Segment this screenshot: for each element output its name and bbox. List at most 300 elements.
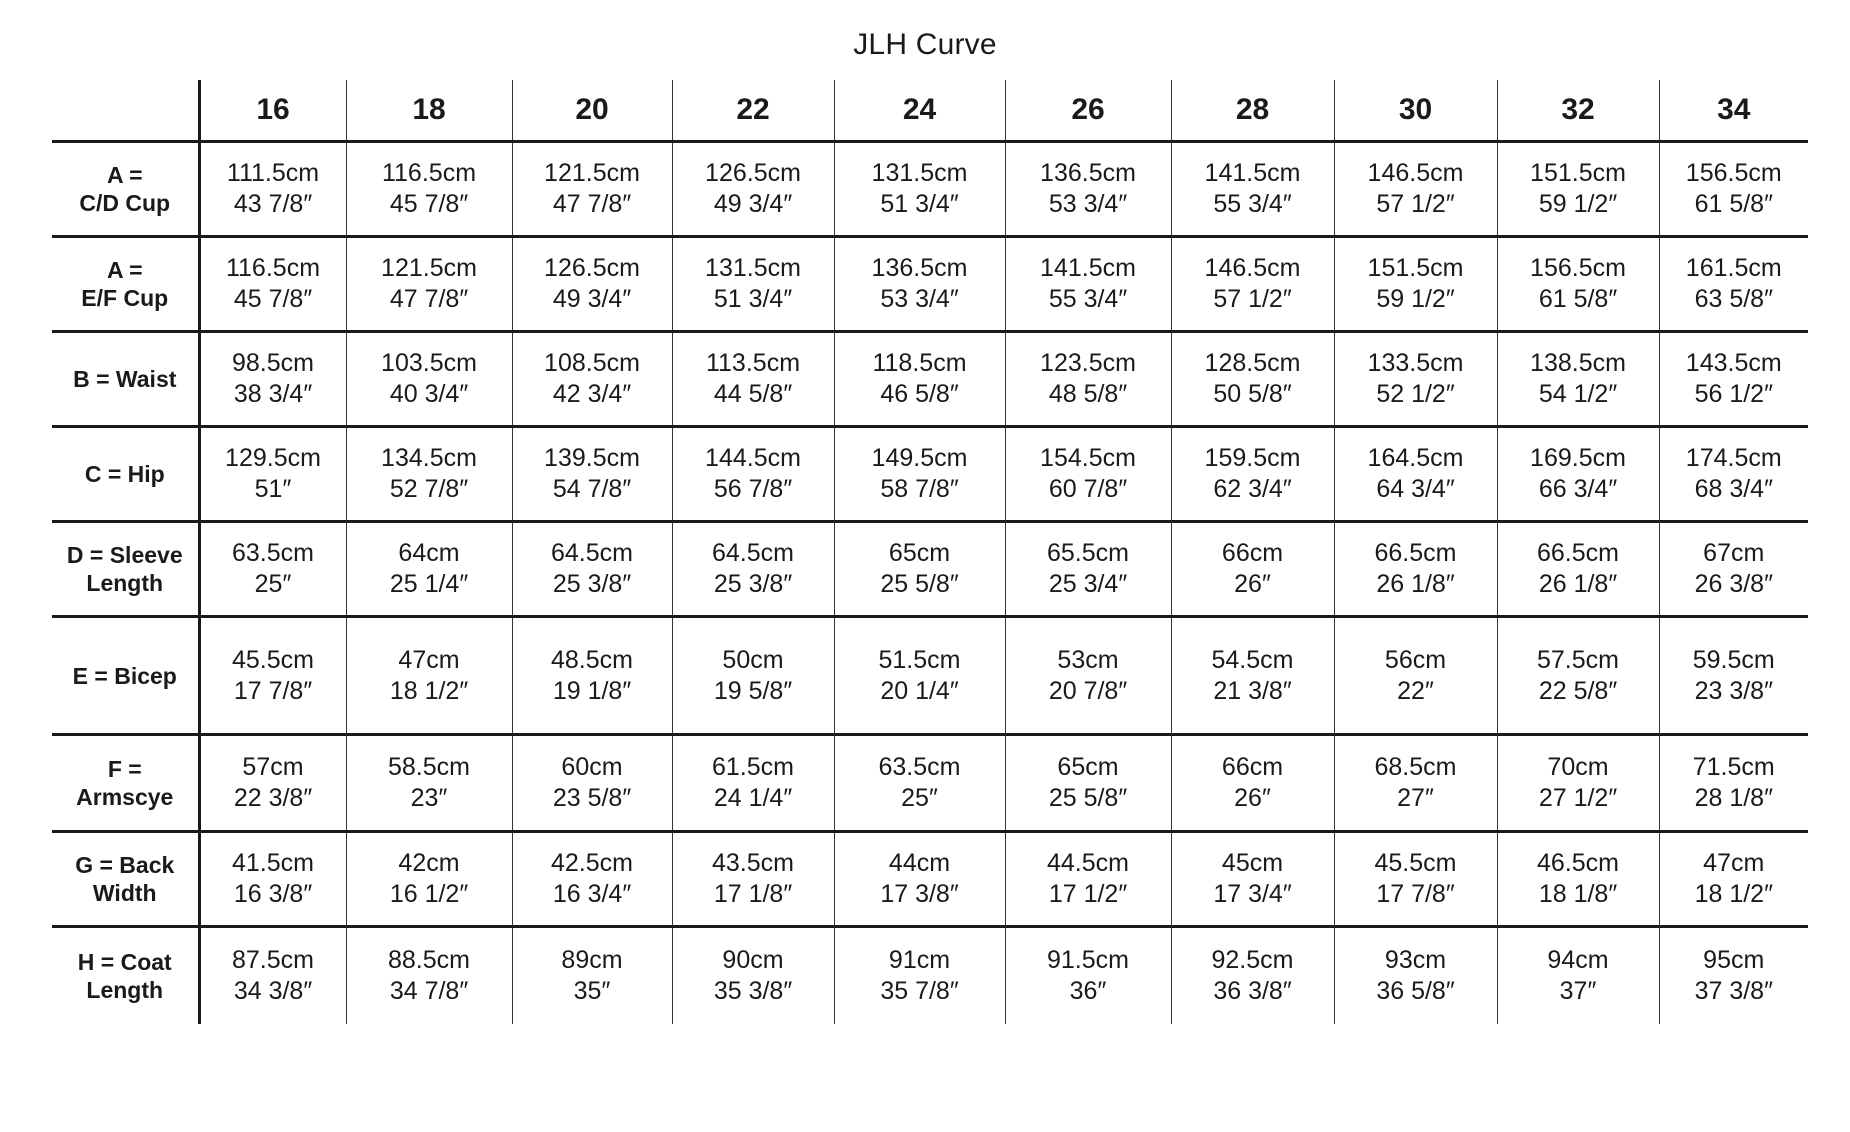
measurement-row — [52, 522, 1808, 617]
measurement-cell — [672, 332, 834, 427]
inch-value: 16 3/8″ — [233, 880, 313, 908]
cm-value: 47cm — [1703, 849, 1765, 877]
inch-value: 38 3/4″ — [233, 380, 313, 408]
inch-value: 25 5/8″ — [880, 570, 959, 598]
measurement-label — [52, 237, 199, 332]
inch-value: 56 1/2″ — [1694, 380, 1773, 408]
inch-value: 36″ — [1069, 976, 1107, 1005]
inch-value: 28 1/8″ — [1694, 784, 1773, 812]
cm-value: 98.5cm — [232, 349, 314, 377]
measurement-cell — [512, 927, 672, 1024]
measurement-cell — [512, 332, 672, 427]
cm-value: 146.5cm — [1367, 159, 1464, 187]
inch-value: 60 7/8″ — [1048, 475, 1128, 503]
measurement-cell — [1171, 735, 1334, 832]
inch-value: 26 1/8″ — [1376, 570, 1455, 598]
cm-value: 116.5cm — [225, 254, 321, 282]
measurement-cell — [1659, 427, 1808, 522]
cm-value: 42.5cm — [551, 849, 633, 877]
inch-value: 23 5/8″ — [552, 784, 632, 812]
measurement-label-line: D = Sleeve — [66, 542, 183, 568]
inch-value: 25 3/8″ — [552, 570, 632, 598]
measurement-cell — [672, 427, 834, 522]
inch-value: 63 5/8″ — [1694, 285, 1773, 313]
inch-value: 17 7/8″ — [233, 676, 313, 705]
measurement-label-line: E/F Cup — [81, 285, 169, 311]
measurement-cell — [1334, 142, 1497, 237]
measurement-cell — [512, 142, 672, 237]
measurement-cell — [199, 332, 346, 427]
cm-value: 42cm — [398, 849, 460, 877]
cm-value: 103.5cm — [381, 349, 477, 377]
cm-value: 45.5cm — [232, 645, 314, 674]
measurement-cell — [1334, 617, 1497, 735]
cm-value: 57.5cm — [1537, 645, 1619, 674]
cm-value: 126.5cm — [705, 159, 801, 187]
inch-value: 24 1/4″ — [713, 784, 793, 812]
measurement-label-line: Length — [86, 570, 164, 596]
cm-value: 154.5cm — [1040, 444, 1136, 472]
inch-value: 25 5/8″ — [1048, 784, 1128, 812]
inch-value: 47 7/8″ — [389, 285, 469, 313]
inch-value: 21 3/8″ — [1213, 676, 1292, 705]
inch-value: 44 5/8″ — [713, 380, 793, 408]
measurement-cell — [672, 927, 834, 1024]
inch-value: 57 1/2″ — [1213, 285, 1292, 313]
measurement-cell — [1005, 522, 1171, 617]
inch-value: 55 3/4″ — [1213, 190, 1292, 218]
measurement-cell — [346, 332, 512, 427]
size-header: 20 — [512, 80, 672, 142]
inch-value: 61 5/8″ — [1538, 285, 1618, 313]
measurement-cell — [512, 427, 672, 522]
measurement-cell — [199, 237, 346, 332]
inch-value: 37″ — [1559, 976, 1597, 1005]
size-chart-body — [52, 142, 1808, 1024]
measurement-label — [52, 735, 199, 832]
cm-value: 138.5cm — [1530, 349, 1626, 377]
measurement-cell — [512, 832, 672, 927]
measurement-label-line: F = — [107, 756, 142, 782]
measurement-cell — [1497, 617, 1659, 735]
cm-value: 66.5cm — [1374, 539, 1457, 567]
measurement-cell — [1005, 735, 1171, 832]
inch-value: 18 1/2″ — [389, 676, 469, 705]
measurement-cell — [1005, 832, 1171, 927]
measurement-row — [52, 927, 1808, 1024]
measurement-cell — [1497, 142, 1659, 237]
measurement-cell — [512, 735, 672, 832]
cm-value: 91.5cm — [1047, 945, 1129, 974]
cm-value: 156.5cm — [1530, 254, 1626, 282]
cm-value: 44.5cm — [1047, 849, 1129, 877]
cm-value: 141.5cm — [1040, 254, 1136, 282]
measurement-cell — [1005, 427, 1171, 522]
inch-value: 34 3/8″ — [233, 976, 313, 1005]
inch-value: 62 3/4″ — [1213, 475, 1292, 503]
cm-value: 67cm — [1703, 539, 1765, 567]
inch-value: 35 7/8″ — [880, 976, 959, 1005]
inch-value: 42 3/4″ — [552, 380, 632, 408]
measurement-cell — [672, 522, 834, 617]
inch-value: 51″ — [254, 475, 292, 503]
inch-value: 35 3/8″ — [713, 976, 793, 1005]
measurement-cell — [1171, 617, 1334, 735]
inch-value: 22 5/8″ — [1538, 676, 1618, 705]
measurement-row — [52, 735, 1808, 832]
measurement-cell — [834, 832, 1005, 927]
measurement-cell — [199, 427, 346, 522]
measurement-cell — [346, 142, 512, 237]
cm-value: 149.5cm — [871, 444, 968, 472]
measurement-cell — [672, 735, 834, 832]
measurement-cell — [1171, 832, 1334, 927]
inch-value: 17 1/8″ — [713, 880, 793, 908]
cm-value: 133.5cm — [1367, 349, 1464, 377]
inch-value: 23″ — [410, 784, 448, 812]
cm-value: 48.5cm — [551, 645, 633, 674]
cm-value: 47cm — [398, 645, 460, 674]
measurement-cell — [672, 142, 834, 237]
measurement-label — [52, 927, 199, 1024]
measurement-label — [52, 142, 199, 237]
measurement-cell — [346, 427, 512, 522]
cm-value: 95cm — [1703, 945, 1765, 974]
inch-value: 49 3/4″ — [713, 190, 793, 218]
inch-value: 17 7/8″ — [1376, 880, 1455, 908]
measurement-cell — [1497, 237, 1659, 332]
cm-value: 45.5cm — [1374, 849, 1457, 877]
inch-value: 16 3/4″ — [552, 880, 632, 908]
cm-value: 61.5cm — [712, 753, 794, 781]
measurement-cell — [1005, 332, 1171, 427]
inch-value: 22 3/8″ — [233, 784, 313, 812]
measurement-cell — [1005, 237, 1171, 332]
cm-value: 51.5cm — [878, 645, 961, 674]
measurement-cell — [1171, 237, 1334, 332]
chart-title: JLH Curve — [853, 28, 997, 61]
cm-value: 65cm — [1057, 753, 1119, 781]
measurement-row — [52, 332, 1808, 427]
cm-value: 63.5cm — [878, 753, 961, 781]
cm-value: 41.5cm — [232, 849, 314, 877]
measurement-cell — [1497, 735, 1659, 832]
measurement-cell — [346, 237, 512, 332]
size-header: 18 — [346, 80, 512, 142]
inch-value: 26″ — [1234, 784, 1271, 812]
measurement-cell — [834, 237, 1005, 332]
inch-value: 17 3/8″ — [880, 880, 959, 908]
cm-value: 92.5cm — [1211, 945, 1294, 974]
inch-value: 22″ — [1397, 676, 1434, 705]
size-header: 34 — [1659, 80, 1808, 142]
cm-value: 169.5cm — [1530, 444, 1626, 472]
cm-value: 46.5cm — [1537, 849, 1619, 877]
measurement-row — [52, 237, 1808, 332]
measurement-cell — [512, 522, 672, 617]
cm-value: 64cm — [398, 539, 460, 567]
size-header: 26 — [1005, 80, 1171, 142]
corner-cell — [52, 80, 199, 142]
measurement-cell — [1659, 617, 1808, 735]
measurement-label-line: C/D Cup — [79, 190, 171, 216]
measurement-cell — [512, 237, 672, 332]
cm-value: 143.5cm — [1685, 349, 1782, 377]
measurement-cell — [199, 142, 346, 237]
measurement-label — [52, 332, 199, 427]
measurement-cell — [1659, 522, 1808, 617]
measurement-cell — [1659, 237, 1808, 332]
cm-value: 131.5cm — [705, 254, 801, 282]
measurement-cell — [1659, 927, 1808, 1024]
cm-value: 45cm — [1221, 849, 1284, 877]
measurement-label-line: B = Waist — [73, 366, 177, 392]
inch-value: 45 7/8″ — [389, 190, 469, 218]
inch-value: 47 7/8″ — [552, 190, 632, 218]
measurement-cell — [1005, 617, 1171, 735]
measurement-row — [52, 142, 1808, 237]
inch-value: 61 5/8″ — [1694, 190, 1773, 218]
inch-value: 27″ — [1397, 784, 1434, 812]
measurement-row — [52, 427, 1808, 522]
measurement-cell — [672, 617, 834, 735]
inch-value: 54 1/2″ — [1538, 380, 1618, 408]
cm-value: 146.5cm — [1204, 254, 1301, 282]
inch-value: 52 1/2″ — [1376, 380, 1455, 408]
measurement-label — [52, 617, 199, 735]
measurement-label-line: A = — [106, 162, 143, 188]
cm-value: 131.5cm — [871, 159, 968, 187]
cm-value: 64.5cm — [551, 539, 633, 567]
cm-value: 91cm — [888, 945, 951, 974]
inch-value: 46 5/8″ — [880, 380, 959, 408]
cm-value: 129.5cm — [225, 444, 321, 472]
measurement-cell — [1659, 735, 1808, 832]
inch-value: 56 7/8″ — [713, 475, 793, 503]
measurement-cell — [834, 427, 1005, 522]
cm-value: 89cm — [561, 945, 623, 974]
inch-value: 36 3/8″ — [1213, 976, 1292, 1005]
inch-value: 17 1/2″ — [1048, 880, 1128, 908]
cm-value: 66cm — [1221, 753, 1284, 781]
measurement-cell — [834, 332, 1005, 427]
cm-value: 116.5cm — [381, 159, 477, 187]
inch-value: 53 3/4″ — [880, 285, 959, 313]
measurement-cell — [346, 927, 512, 1024]
measurement-cell — [1334, 237, 1497, 332]
inch-value: 25 3/8″ — [713, 570, 793, 598]
measurement-cell — [346, 735, 512, 832]
cm-value: 164.5cm — [1367, 444, 1464, 472]
inch-value: 64 3/4″ — [1376, 475, 1455, 503]
measurement-cell — [199, 522, 346, 617]
measurement-cell — [346, 617, 512, 735]
cm-value: 57cm — [242, 753, 304, 781]
cm-value: 141.5cm — [1204, 159, 1301, 187]
inch-value: 66 3/4″ — [1538, 475, 1618, 503]
measurement-cell — [1497, 927, 1659, 1024]
inch-value: 27 1/2″ — [1538, 784, 1618, 812]
size-header: 30 — [1334, 80, 1497, 142]
measurement-cell — [199, 927, 346, 1024]
inch-value: 20 1/4″ — [880, 676, 959, 705]
measurement-label-line: C = Hip — [84, 461, 165, 487]
cm-value: 50cm — [722, 645, 784, 674]
measurement-cell — [1171, 927, 1334, 1024]
measurement-cell — [1497, 332, 1659, 427]
size-header: 32 — [1497, 80, 1659, 142]
measurement-cell — [1171, 332, 1334, 427]
measurement-cell — [1334, 735, 1497, 832]
cm-value: 58.5cm — [388, 753, 470, 781]
cm-value: 151.5cm — [1367, 254, 1464, 282]
cm-value: 159.5cm — [1204, 444, 1301, 472]
cm-value: 43.5cm — [712, 849, 794, 877]
inch-value: 25″ — [901, 784, 938, 812]
inch-value: 51 3/4″ — [880, 190, 959, 218]
measurement-cell — [1334, 427, 1497, 522]
measurement-row — [52, 617, 1808, 735]
inch-value: 34 7/8″ — [389, 976, 469, 1005]
inch-value: 68 3/4″ — [1694, 475, 1773, 503]
measurement-cell — [346, 832, 512, 927]
inch-value: 57 1/2″ — [1376, 190, 1455, 218]
cm-value: 174.5cm — [1685, 444, 1782, 472]
inch-value: 19 5/8″ — [713, 676, 793, 705]
measurement-label-line: Length — [86, 976, 164, 1003]
measurement-cell — [834, 522, 1005, 617]
measurement-cell — [1497, 522, 1659, 617]
cm-value: 88.5cm — [388, 945, 470, 974]
inch-value: 23 3/8″ — [1694, 676, 1773, 705]
measurement-cell — [1497, 427, 1659, 522]
measurement-cell — [834, 927, 1005, 1024]
inch-value: 45 7/8″ — [233, 285, 313, 313]
size-chart-table — [52, 80, 1808, 1024]
cm-value: 59.5cm — [1692, 645, 1775, 674]
cm-value: 136.5cm — [871, 254, 968, 282]
measurement-cell — [1659, 332, 1808, 427]
inch-value: 53 3/4″ — [1048, 190, 1128, 218]
cm-value: 113.5cm — [705, 349, 801, 377]
measurement-label — [52, 832, 199, 927]
measurement-cell — [346, 522, 512, 617]
cm-value: 144.5cm — [705, 444, 801, 472]
measurement-label-line: E = Bicep — [72, 662, 177, 689]
measurement-cell — [834, 735, 1005, 832]
measurement-cell — [672, 237, 834, 332]
inch-value: 25 1/4″ — [389, 570, 469, 598]
inch-value: 17 3/4″ — [1213, 880, 1292, 908]
measurement-label-line: Width — [92, 880, 157, 906]
measurement-cell — [199, 735, 346, 832]
measurement-cell — [1171, 142, 1334, 237]
inch-value: 51 3/4″ — [713, 285, 793, 313]
cm-value: 108.5cm — [544, 349, 640, 377]
measurement-cell — [1171, 427, 1334, 522]
cm-value: 121.5cm — [544, 159, 640, 187]
measurement-cell — [1171, 522, 1334, 617]
inch-value: 58 7/8″ — [880, 475, 959, 503]
measurement-label — [52, 522, 199, 617]
inch-value: 52 7/8″ — [389, 475, 469, 503]
size-header: 28 — [1171, 80, 1334, 142]
measurement-row — [52, 832, 1808, 927]
cm-value: 54.5cm — [1211, 645, 1294, 674]
cm-value: 71.5cm — [1692, 753, 1775, 781]
cm-value: 161.5cm — [1685, 254, 1782, 282]
cm-value: 128.5cm — [1204, 349, 1301, 377]
cm-value: 136.5cm — [1040, 159, 1136, 187]
inch-value: 54 7/8″ — [552, 475, 632, 503]
inch-value: 26 1/8″ — [1538, 570, 1618, 598]
cm-value: 90cm — [722, 945, 784, 974]
measurement-label-line: Armscye — [76, 784, 174, 810]
measurement-label-line: A = — [106, 257, 143, 283]
cm-value: 156.5cm — [1685, 159, 1782, 187]
size-header: 22 — [672, 80, 834, 142]
inch-value: 35″ — [573, 976, 611, 1005]
cm-value: 93cm — [1384, 945, 1447, 974]
inch-value: 25 3/4″ — [1048, 570, 1128, 598]
cm-value: 68.5cm — [1374, 753, 1457, 781]
inch-value: 55 3/4″ — [1048, 285, 1128, 313]
measurement-cell — [1497, 832, 1659, 927]
inch-value: 50 5/8″ — [1213, 380, 1292, 408]
inch-value: 18 1/8″ — [1538, 880, 1618, 908]
measurement-cell — [512, 617, 672, 735]
cm-value: 66.5cm — [1537, 539, 1619, 567]
cm-value: 126.5cm — [544, 254, 640, 282]
measurement-cell — [1334, 927, 1497, 1024]
measurement-cell — [834, 142, 1005, 237]
cm-value: 123.5cm — [1040, 349, 1136, 377]
measurement-label-line: G = Back — [75, 852, 175, 878]
inch-value: 16 1/2″ — [389, 880, 469, 908]
cm-value: 65cm — [888, 539, 951, 567]
cm-value: 65.5cm — [1047, 539, 1129, 567]
inch-value: 43 7/8″ — [233, 190, 313, 218]
cm-value: 94cm — [1547, 945, 1609, 974]
inch-value: 59 1/2″ — [1376, 285, 1455, 313]
cm-value: 64.5cm — [712, 539, 794, 567]
measurement-cell — [834, 617, 1005, 735]
cm-value: 70cm — [1547, 753, 1609, 781]
inch-value: 26″ — [1234, 570, 1271, 598]
inch-value: 25″ — [254, 570, 292, 598]
cm-value: 53cm — [1057, 645, 1119, 674]
measurement-cell — [1334, 332, 1497, 427]
cm-value: 118.5cm — [872, 349, 967, 377]
inch-value: 49 3/4″ — [552, 285, 632, 313]
size-header-row — [52, 80, 1808, 142]
measurement-cell — [1005, 142, 1171, 237]
measurement-label — [52, 427, 199, 522]
inch-value: 19 1/8″ — [552, 676, 632, 705]
inch-value: 40 3/4″ — [389, 380, 469, 408]
inch-value: 37 3/8″ — [1694, 976, 1773, 1005]
measurement-cell — [1334, 522, 1497, 617]
measurement-cell — [199, 832, 346, 927]
inch-value: 59 1/2″ — [1538, 190, 1618, 218]
measurement-cell — [1659, 142, 1808, 237]
measurement-label-line: H = Coat — [77, 948, 172, 975]
cm-value: 63.5cm — [232, 539, 314, 567]
cm-value: 60cm — [561, 753, 623, 781]
cm-value: 87.5cm — [232, 945, 314, 974]
cm-value: 56cm — [1384, 645, 1447, 674]
measurement-cell — [1005, 927, 1171, 1024]
